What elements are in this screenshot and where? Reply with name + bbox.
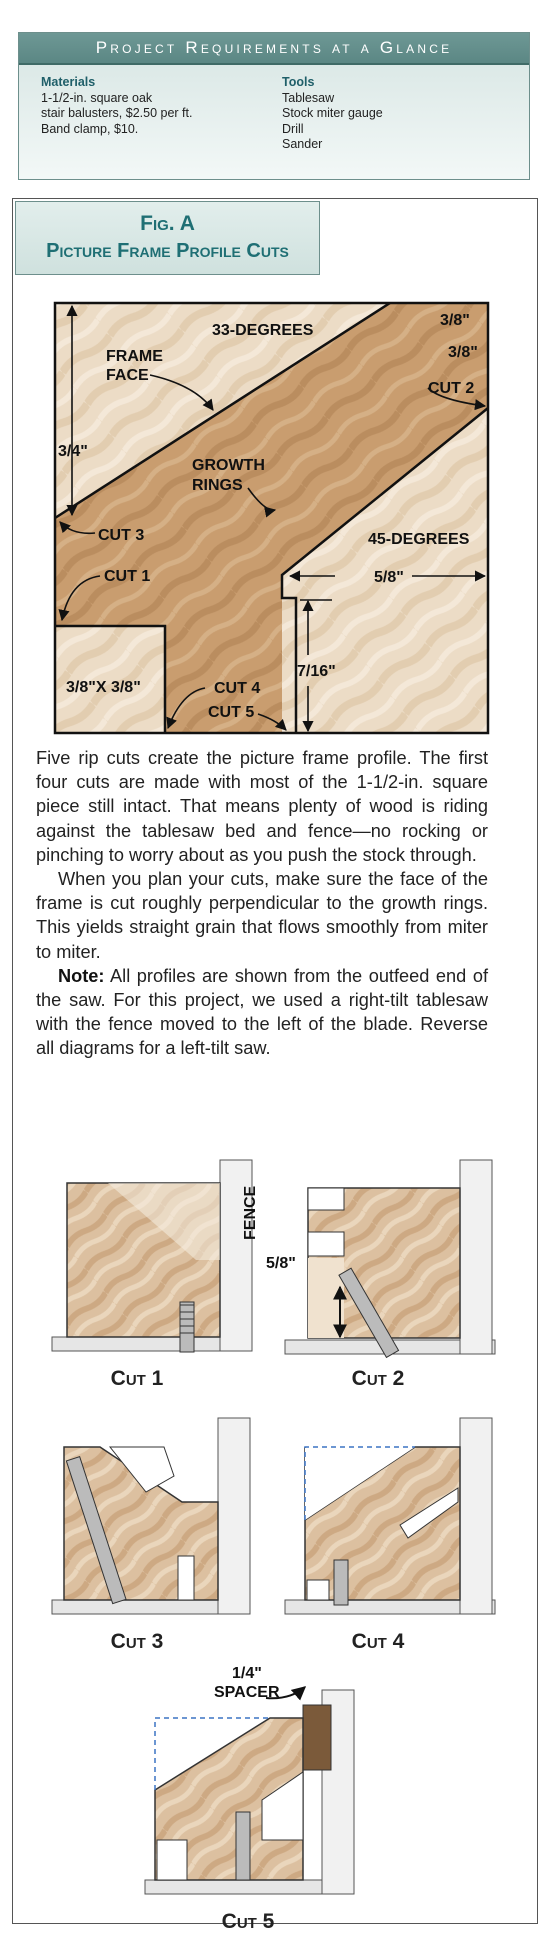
cut5-diagram <box>145 1665 354 1894</box>
note-label: Note: <box>58 965 105 986</box>
cut4-diagram <box>285 1418 495 1614</box>
cut3-diagram <box>52 1418 250 1614</box>
figure-number: Fig. A <box>140 212 195 235</box>
cut4-label: CUT 4 <box>214 680 261 697</box>
tool-item: Sander <box>282 137 323 151</box>
material-item: 1-1/2-in. square oak <box>41 90 153 105</box>
dim-3x3: 3/8"X 3/8" <box>66 679 141 696</box>
caption-cut2: Cut 2 <box>351 1367 405 1390</box>
cut1-diagram <box>52 1160 259 1352</box>
frame-face-label-1: FRAME <box>106 348 163 365</box>
tool-item: Drill <box>282 121 304 136</box>
frame-face-label-2: FACE <box>106 367 149 384</box>
requirements-title: Project Requirements at a Glance <box>19 33 529 65</box>
dim-3-8-a: 3/8" <box>440 312 470 329</box>
fence-label: FENCE <box>242 1185 259 1240</box>
cut1-label: CUT 1 <box>104 568 151 585</box>
dim-5-8: 5/8" <box>374 569 404 586</box>
tools-heading: Tools <box>282 75 315 89</box>
dim-3-4: 3/4" <box>58 443 88 460</box>
dim-7-16: 7/16" <box>297 663 336 680</box>
spacer-label-2: SPACER <box>214 1684 280 1701</box>
note-text: All profiles are shown from the outfeed end of the saw. For this project, we used a right-tilt tablesaw with the fence moved to the left of the blade. Reverse all diagrams for a left-tilt saw. <box>36 965 488 1059</box>
dim-3-8-b: 3/8" <box>448 344 478 361</box>
caption-cut5: Cut 5 <box>221 1910 275 1933</box>
caption-cut1: Cut 1 <box>110 1367 164 1390</box>
tool-item: Stock miter gauge <box>282 106 383 120</box>
caption-cut4: Cut 4 <box>351 1630 405 1653</box>
material-item: stair balusters, $2.50 per ft. <box>41 106 193 120</box>
material-item: Band clamp, $10. <box>41 121 139 136</box>
caption-cut3: Cut 3 <box>110 1630 164 1653</box>
article-body <box>36 746 488 1061</box>
materials-heading: Materials <box>41 75 96 89</box>
paragraph-2: When you plan your cuts, make sure the face of the frame is cut roughly perpendicular to the growth rings. This yields straight grain that flows smoothly from miter to miter. <box>36 869 488 962</box>
angle-33-label: 33-DEGREES <box>212 322 314 339</box>
paragraph-1: Five rip cuts create the picture frame profile. The first four cuts are made with most of the 1-1/2-in. square piece still intact. That means plenty of wood is riding against the tablesaw bed and fence—no rocking or pinching to worry about as you push the stock through. <box>36 748 488 865</box>
growth-rings-label-2: RINGS <box>192 477 243 494</box>
cut2-label: CUT 2 <box>428 380 475 397</box>
cut5-label: CUT 5 <box>208 704 255 721</box>
growth-rings-label-1: GROWTH <box>192 457 265 474</box>
paragraph-3 <box>36 964 488 1061</box>
cut2-dim-5-8: 5/8" <box>266 1255 296 1272</box>
cut3-label: CUT 3 <box>98 527 145 544</box>
cut2-diagram <box>266 1160 495 1357</box>
spacer-label-1: 1/4" <box>232 1665 262 1682</box>
tool-item: Tablesaw <box>282 90 335 105</box>
figure-title: Picture Frame Profile Cuts <box>46 240 289 262</box>
angle-45-label: 45-DEGREES <box>368 531 470 548</box>
